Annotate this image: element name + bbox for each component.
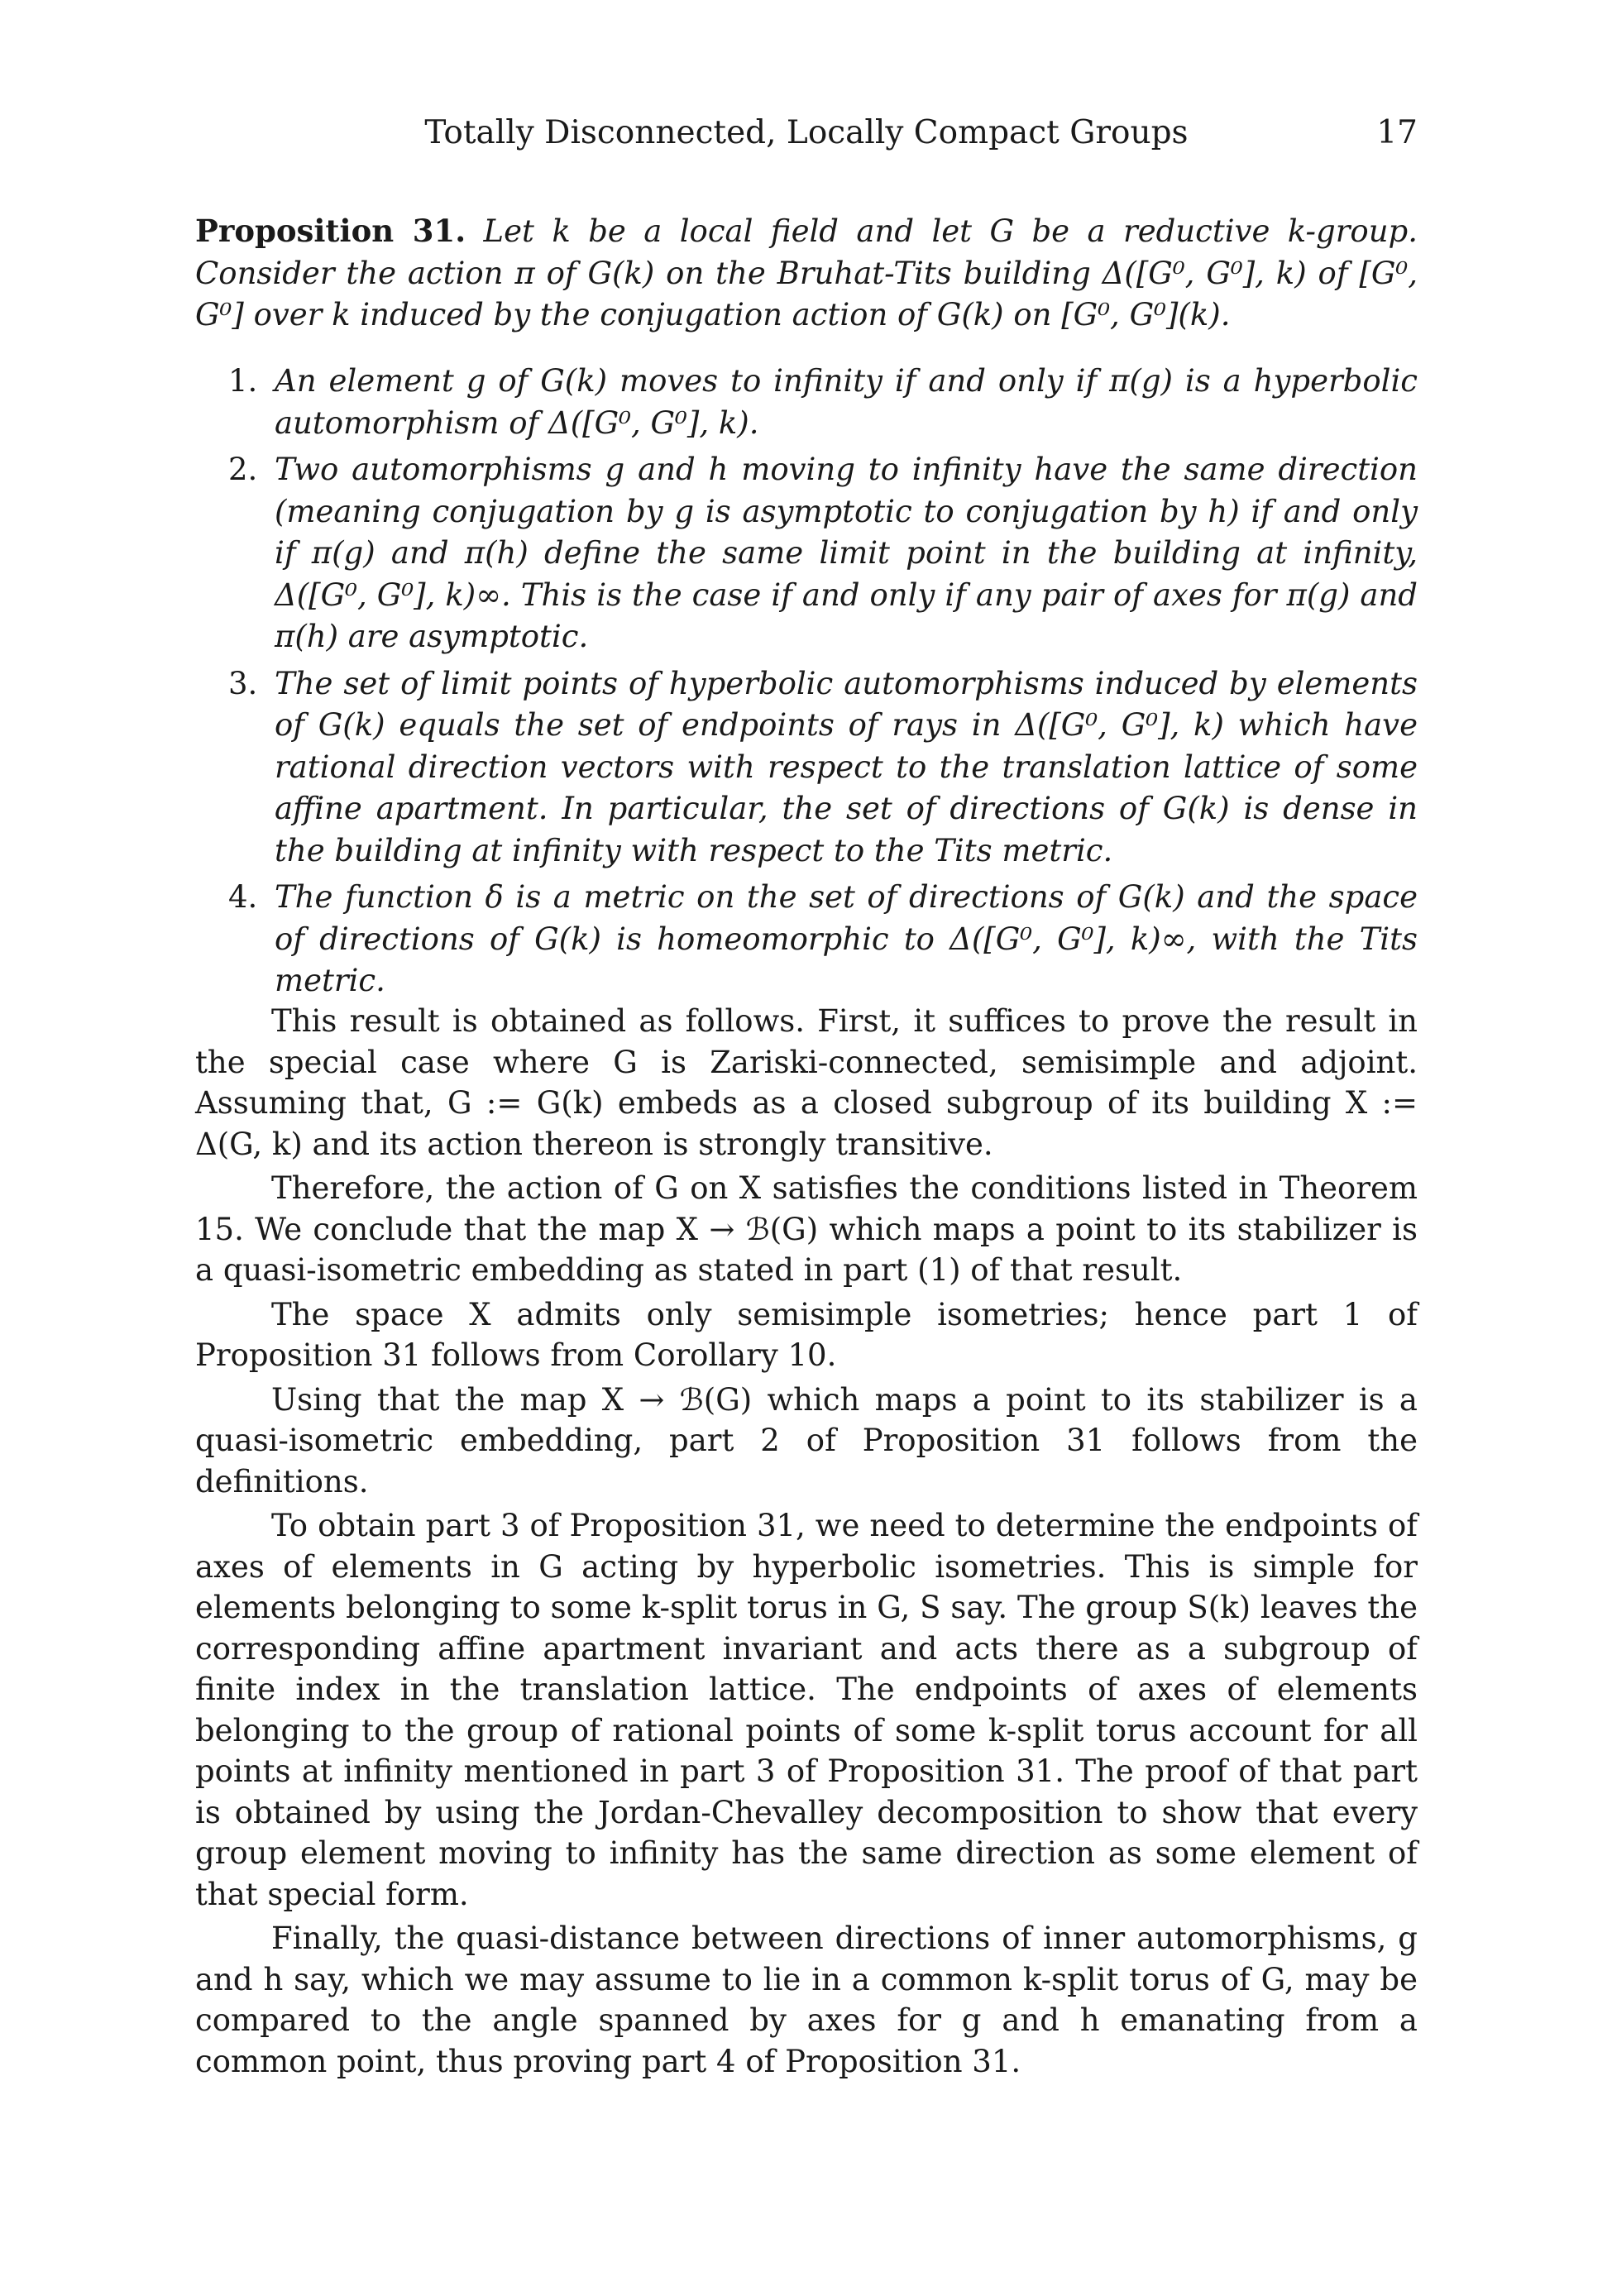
- paragraph: To obtain part 3 of Proposition 31, we need to determine the endpoints of axes of elements in G acting by hyperbolic isometries. This is simple for elements belonging to some k-split torus in G, S say. The group S(k) leaves the corresponding affine apartment invariant and acts there as a subgroup of finite index in the translation lattice. The endpoints of axes of elements belonging to the group of rational points of some k-split torus account for all points at infinity mentioned in part 3 of Proposition 31. The proof of that part is obtained by using the Jordan-Chevalley decomposition to show that every group element moving to infinity has the same direction as some element of that special form.: [195, 1508, 1418, 1912]
- running-header: [195, 112, 1418, 154]
- item-number: 1.: [228, 363, 258, 399]
- item-number: 4.: [228, 879, 258, 915]
- paragraph: This result is obtained as follows. First, it suffices to prove the result in the special case where G is Zariski-connected, semisimple and adjoint. Assuming that, G := G(k) embeds as a closed subgroup of its building X := Δ(G, k) and its action thereon is strongly transitive.: [195, 1003, 1418, 1162]
- paragraph: Therefore, the action of G on X satisfies the conditions listed in Theorem 15. We conclude that the map X → ℬ(G) which maps a point to its stabilizer is a quasi-isometric embedding as stated in part (1) of that result.: [195, 1170, 1418, 1288]
- item-text: The function δ is a metric on the set of directions of G(k) and the space of directions of G(k) is homeomorphic to Δ([G⁰, G⁰], k)∞, with the Tits metric.: [275, 879, 1418, 998]
- proposition-statement: Let k be a local field and let G be a reductive k-group. Consider the action π of G(k) on the Bruhat-Tits building Δ([G⁰, G⁰], k) of [G⁰, G⁰] over k induced by the conjugation action of G(k) on [G⁰, G⁰](k).: [195, 213, 1418, 332]
- paragraph: The space X admits only semisimple isometries; hence part 1 of Proposition 31 follows from Corollary 10.: [195, 1296, 1418, 1373]
- paragraph: Using that the map X → ℬ(G) which maps a point to its stabilizer is a quasi-isometric embedding, part 2 of Proposition 31 follows from the definitions.: [195, 1381, 1418, 1500]
- list-item: [195, 663, 1418, 873]
- item-number: 2.: [228, 452, 258, 487]
- proposition-items: [195, 361, 1418, 1007]
- proposition-label: Proposition 31.: [195, 213, 466, 249]
- item-text: The set of limit points of hyperbolic automorphisms induced by elements of G(k) equals the set of endpoints of rays in Δ([G⁰, G⁰], k) which have rational direction vectors with respect to the translation lattice of some affine apartment. In particular, the set of directions of G(k) is dense in the building at infinity with respect to the Tits metric.: [275, 665, 1418, 868]
- paragraph: Finally, the quasi-distance between directions of inner automorphisms, g and h say, which we may assume to lie in a common k-split torus of G, may be compared to the angle spanned by axes for g and h emanating from a common point, thus proving part 4 of Proposition 31.: [195, 1921, 1418, 2079]
- list-item: [195, 449, 1418, 658]
- list-item: [195, 877, 1418, 1002]
- running-title: Totally Disconnected, Locally Compact Groups: [424, 114, 1189, 151]
- item-text: An element g of G(k) moves to infinity if and only if π(g) is a hyperbolic automorphism of Δ([G⁰, G⁰], k).: [275, 363, 1418, 441]
- list-item: [195, 361, 1418, 444]
- page-number: 17: [1376, 114, 1418, 151]
- item-number: 3.: [228, 665, 258, 701]
- proposition-31: [195, 210, 1418, 337]
- body-text: [195, 1001, 1418, 2085]
- item-text: Two automorphisms g and h moving to infinity have the same direction (meaning conjugation by g is asymptotic to conjugation by h) if and only if π(g) and π(h) define the same limit point in the building at infinity, Δ([G⁰, G⁰], k)∞. This is the case if and only if any pair of axes for π(g) and π(h) are asymptotic.: [275, 452, 1418, 654]
